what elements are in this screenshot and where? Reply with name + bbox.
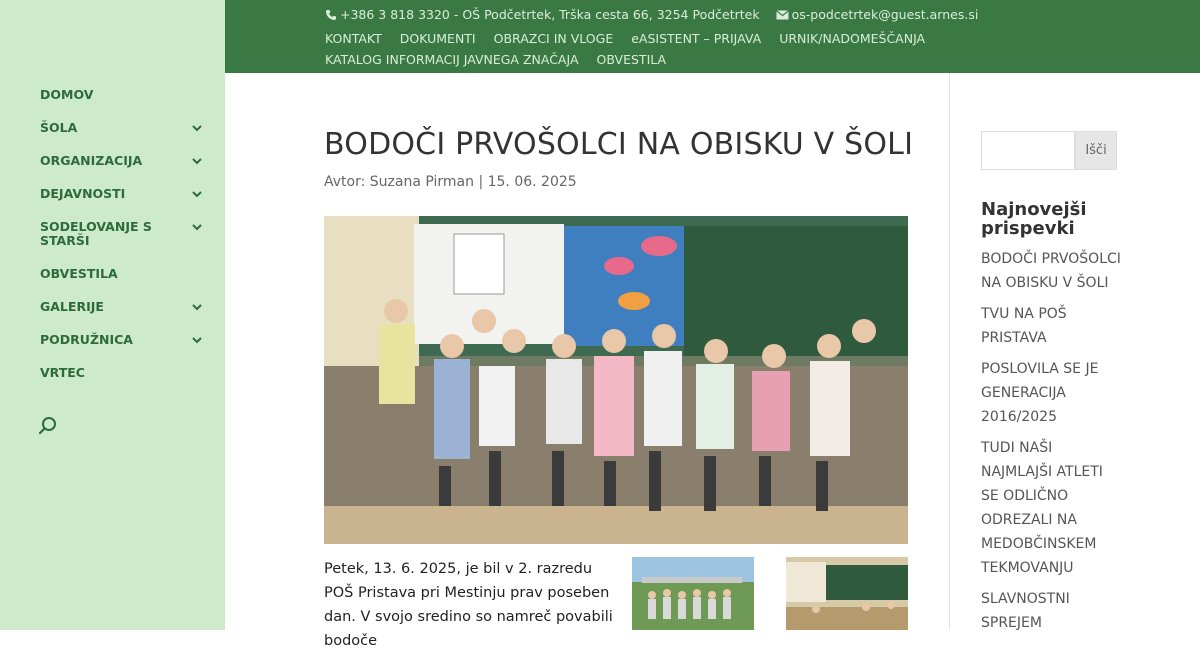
gallery-thumbnail-1[interactable] (632, 557, 754, 630)
top-nav-link[interactable]: eASISTENT – PRIJAVA (631, 31, 762, 46)
sidebar-nav-item[interactable] (40, 88, 210, 102)
sidebar-nav-label: DEJAVNOSTI (40, 186, 126, 201)
sidebar-nav-label: PODRUŽNICA (40, 332, 133, 347)
phone-icon (325, 9, 337, 21)
main-nav (40, 88, 210, 399)
sidebar-nav-label: DOMOV (40, 87, 94, 102)
sidebar-nav-label: OBVESTILA (40, 266, 118, 281)
chevron-down-icon[interactable] (190, 301, 204, 313)
sidebar-nav-label: SODELOVANJE S STARŠI (40, 219, 152, 248)
sidebar-nav-item[interactable] (40, 267, 210, 281)
recent-post-link[interactable]: TUDI NAŠI NAJMLAJŠI ATLETI SE ODLIČNO ODREZALI NA MEDOBČINSKEM TEKMOVANJU (981, 440, 1103, 576)
chevron-down-icon[interactable] (190, 155, 204, 167)
post-meta: Avtor: Suzana Pirman | 15. 06. 2025 (324, 174, 577, 190)
sidebar-nav-item[interactable] (40, 333, 210, 347)
sidebar-nav-item[interactable] (40, 366, 210, 380)
contact-email: os-podcetrtek@guest.arnes.si (791, 7, 979, 22)
contact-email-wrap[interactable] (776, 7, 979, 22)
top-bar (225, 0, 1200, 73)
chevron-down-icon[interactable] (190, 188, 204, 200)
search-input[interactable] (981, 131, 1075, 170)
search-button[interactable]: Išči (1075, 131, 1117, 170)
top-nav-link[interactable]: KATALOG INFORMACIJ JAVNEGA ZNAČAJA (325, 52, 579, 67)
contact-phone-address: +386 3 818 3320 - OŠ Podčetrtek, Trška cesta 66, 3254 Podčetrtek (340, 7, 760, 22)
sidebar-nav-label: GALERIJE (40, 299, 104, 314)
sidebar-nav-item[interactable] (40, 300, 210, 314)
recent-post-link[interactable]: TVU NA POŠ PRISTAVA (981, 306, 1067, 346)
search-icon[interactable] (38, 416, 58, 436)
contact-info (325, 7, 978, 22)
recent-posts-title: Najnovejši prispevki (981, 199, 1087, 239)
gallery-thumbnail-2[interactable] (786, 557, 908, 630)
top-nav-link[interactable]: OBVESTILA (596, 52, 667, 67)
recent-post-link[interactable]: BODOČI PRVOŠOLCI NA OBISKU V ŠOLI (981, 251, 1121, 291)
envelope-icon (776, 10, 789, 20)
top-nav-link[interactable]: DOKUMENTI (399, 31, 476, 46)
sidebar-nav-item[interactable] (40, 121, 210, 135)
chevron-down-icon[interactable] (190, 221, 204, 233)
sidebar-nav-label: VRTEC (40, 365, 85, 380)
post-body: Petek, 13. 6. 2025, je bil v 2. razredu POŠ Pristava pri Mestinju prav poseben dan. V svojo sredino so namreč povabili bodoče (324, 561, 613, 649)
sidebar-nav-label: ORGANIZACIJA (40, 153, 143, 168)
secondary-nav (325, 28, 965, 70)
post-title: BODOČI PRVOŠOLCI NA OBISKU V ŠOLI (324, 127, 914, 162)
sidebar-nav-item[interactable] (40, 187, 210, 201)
chevron-down-icon[interactable] (190, 334, 204, 346)
top-nav-link[interactable]: OBRAZCI IN VLOGE (493, 31, 614, 46)
chevron-down-icon[interactable] (190, 122, 204, 134)
post-featured-image (324, 216, 908, 544)
recent-post-link[interactable]: SLAVNOSTNI SPREJEM (981, 591, 1070, 631)
recent-posts-list (981, 247, 1121, 642)
sidebar-nav-label: ŠOLA (40, 120, 78, 135)
top-nav-link[interactable]: KONTAKT (325, 31, 382, 46)
top-nav-link[interactable]: URNIK/NADOMEŠČANJA (779, 31, 926, 46)
left-sidebar (0, 0, 225, 630)
sidebar-nav-item[interactable] (40, 220, 210, 248)
sidebar-nav-item[interactable] (40, 154, 210, 168)
sidebar-divider (949, 73, 950, 630)
recent-post-link[interactable]: POSLOVILA SE JE GENERACIJA 2016/2025 (981, 361, 1099, 425)
